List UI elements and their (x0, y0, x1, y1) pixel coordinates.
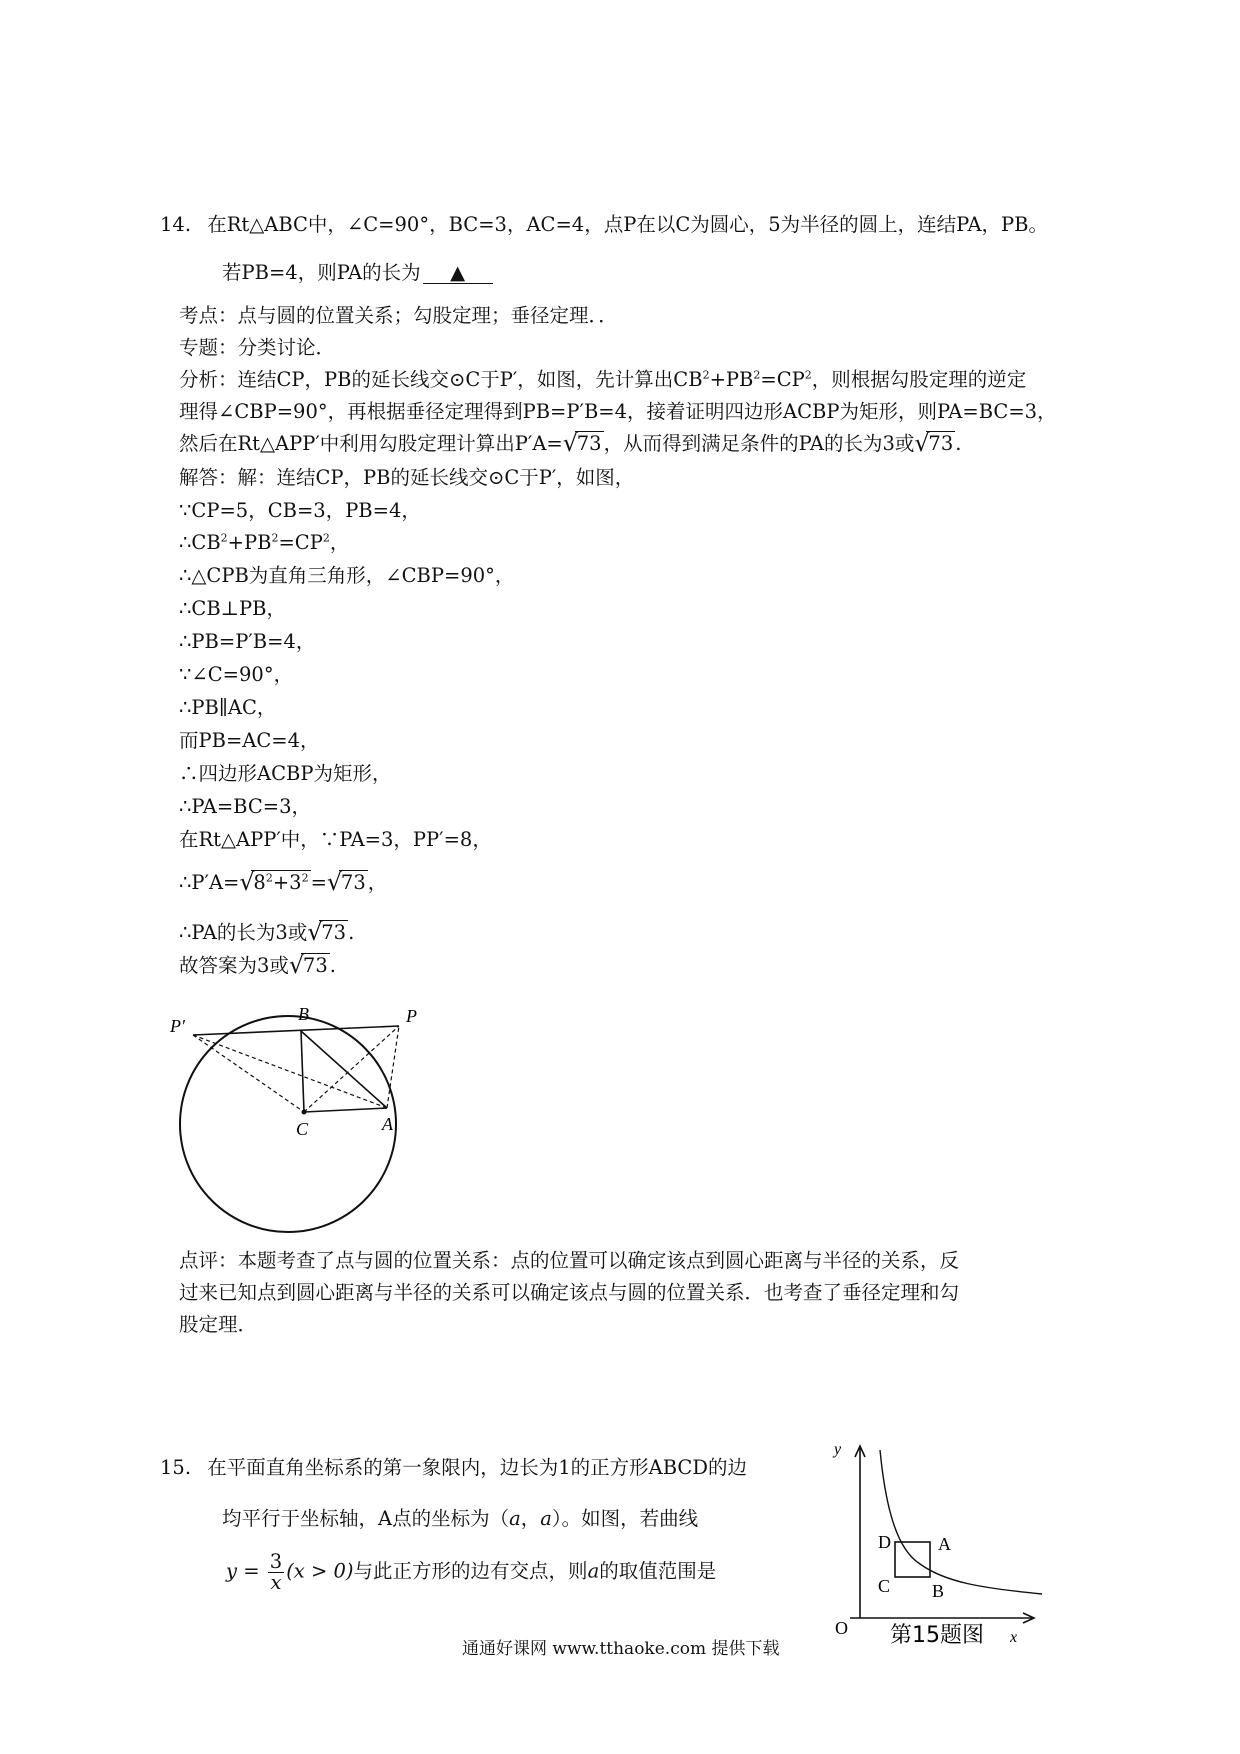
q15-line-2 (222, 1508, 698, 1529)
step-2 (179, 532, 349, 553)
hyperbola-curve (880, 1450, 1042, 1594)
step-8: 而PB=AC=4， (179, 729, 320, 752)
fraction-numerator: 3 (269, 1550, 283, 1573)
superscript: 2 (271, 531, 279, 545)
segment-pprime-a (193, 1035, 387, 1108)
chord-pp (193, 1026, 399, 1035)
step-6: ∵∠C=90°， (179, 663, 294, 686)
variable-a: a (587, 1559, 600, 1583)
q14-line-1 (160, 214, 1048, 235)
segment-ba (301, 1031, 387, 1108)
q15-text: ， (520, 1507, 541, 1530)
sqrt-expression: √ $8^2+3^2$ (239, 868, 309, 896)
equation-y: y = (226, 1559, 260, 1583)
segment-pprime-c (193, 1035, 304, 1112)
label-a: A (938, 1534, 951, 1554)
domain-condition: (x > 0) (286, 1559, 354, 1583)
q15-line-1 (160, 1457, 747, 1478)
superscript: 2 (265, 871, 273, 885)
superscript: 2 (301, 871, 309, 885)
radicand: 73 (321, 921, 347, 944)
q14-number: 14. (160, 213, 192, 236)
radicand: 8 (253, 871, 266, 894)
label-a: A (382, 1114, 393, 1134)
q15-text: ）。如图，若曲线 (551, 1507, 699, 1530)
step-5: ∴PB=P′B=4， (179, 630, 316, 653)
step-text: ， (329, 531, 350, 554)
label-b: B (298, 1004, 309, 1024)
step-text: ∴PA的长为3或 (179, 921, 308, 944)
step-1: ∵CP=5，CB=3，PB=4， (179, 499, 421, 522)
sqrt-expression: √ 73 (288, 951, 328, 979)
radicand: +3 (272, 871, 302, 894)
label-p: P (406, 1006, 417, 1026)
sqrt-expression: √ 73 (307, 918, 347, 946)
q14-stem-2: 若PB=4，则PA的长为 (222, 261, 421, 284)
fenxi-text: ，从而得到满足条件的PA的长为3或 (603, 432, 915, 455)
segment-ca (304, 1108, 387, 1112)
footer: 通通好课网 www.tthaoke.com 提供下载 (462, 1639, 780, 1659)
step-12 (179, 868, 388, 896)
superscript: 2 (804, 368, 812, 382)
variable-a: a (540, 1507, 552, 1530)
fenxi-text: 分析：连结CP，PB的延长线交⊙C于P′，如图，先计算出CB (179, 368, 703, 391)
sqrt-expression: √ 73 (326, 868, 366, 896)
label-p-prime: P′ (170, 1016, 185, 1036)
label-c: C (878, 1576, 891, 1596)
sqrt-expression: √ 73 (914, 429, 954, 457)
step-text: 故答案为3或 (179, 954, 289, 977)
point-c (302, 1110, 307, 1115)
step-text: ， (367, 871, 388, 894)
sqrt-expression: √ 73 (562, 429, 602, 457)
dianping-line-2: 过来已知点到圆心距离与半径的关系可以确定该点与圆的位置关系．也考查了垂径定理和勾 (179, 1281, 960, 1304)
label-x: x (1010, 1629, 1018, 1646)
superscript: 2 (702, 368, 710, 382)
superscript: 2 (322, 531, 330, 545)
fenxi-text: . (955, 432, 962, 455)
step-text: . (348, 921, 355, 944)
radicand: 73 (928, 432, 954, 455)
fenxi-line-2: 理得∠CBP=90°，再根据垂径定理得到PB=P′B=4，接着证明四边形ACBP为矩形，则PA=BC=3， (179, 400, 1057, 423)
fenxi-text: 然后在Rt△APP′中利用勾股定理计算出P′A= (179, 432, 563, 455)
label-y: y (834, 1441, 842, 1458)
q15-text: 与此正方形的边有交点，则 (353, 1559, 588, 1583)
square-abcd (895, 1542, 930, 1577)
q15-text: 均平行于坐标轴，A点的坐标为（ (222, 1507, 510, 1530)
step-text: = (310, 871, 327, 894)
variable-a: a (509, 1507, 521, 1530)
step-3: ∴△CPB为直角三角形，∠CBP=90°， (179, 564, 515, 587)
dianping-line-1: 点评：本题考查了点与圆的位置关系：点的位置可以确定该点到圆心距离与半径的关系，反 (179, 1249, 960, 1272)
figure-caption: 第15题图 (890, 1623, 984, 1648)
step-14 (179, 951, 336, 979)
segment-bc (301, 1031, 304, 1112)
q14-stem: 在Rt△ABC中，∠C=90°，BC=3，AC=4，点P在以C为圆心，5为半径的圆上，连结PA，PB。 (207, 213, 1049, 236)
q15-text: 的取值范围是 (599, 1559, 717, 1583)
step-9: ∴四边形ACBP为矩形， (179, 762, 392, 785)
step-4: ∴CB⊥PB， (179, 597, 286, 620)
q14-figure (170, 1000, 460, 1240)
step-10: ∴PA=BC=3， (179, 795, 312, 818)
fenxi-text: +PB (709, 368, 754, 391)
segment-cp (304, 1026, 399, 1112)
q15-figure (820, 1432, 1050, 1657)
radicand: 73 (576, 432, 602, 455)
step-13 (179, 918, 355, 946)
q15-stem: 在平面直角坐标系的第一象限内，边长为1的正方形ABCD的边 (207, 1456, 747, 1479)
superscript: 2 (220, 531, 228, 545)
kaodian: 考点：点与圆的位置关系；勾股定理；垂径定理．． (179, 304, 618, 327)
step-7: ∴PB∥AC， (179, 696, 277, 719)
fenxi-text: ，则根据勾股定理的逆定 (811, 368, 1027, 391)
fraction-denominator: x (270, 1570, 282, 1594)
step-11: 在Rt△APP′中，∵PA=3，PP′=8， (179, 828, 492, 851)
step-text: ∴CB (179, 531, 221, 554)
label-b: B (932, 1581, 945, 1601)
step-text: . (329, 954, 336, 977)
q15-line-3 (226, 1552, 716, 1592)
q14-line-2 (222, 262, 493, 284)
q15-number: 15. (160, 1456, 192, 1479)
label-d: D (878, 1532, 891, 1552)
fenxi-line-3 (179, 429, 962, 457)
label-origin: O (835, 1618, 848, 1638)
step-text: +PB (227, 531, 272, 554)
fenxi-text: =CP (760, 368, 805, 391)
jieda: 解答：解：连结CP，PB的延长线交⊙C于P′，如图， (179, 466, 635, 489)
radicand: 73 (340, 871, 366, 894)
superscript: 2 (753, 368, 761, 382)
answer-blank: ▲ (423, 262, 493, 284)
step-text: =CP (278, 531, 323, 554)
fraction (268, 1552, 284, 1592)
label-c: C (296, 1119, 309, 1139)
dianping-line-3: 股定理． (179, 1313, 258, 1336)
zhuanti: 专题：分类讨论． (179, 336, 336, 359)
step-text: ∴P′A= (179, 871, 240, 894)
fenxi-line-1 (179, 369, 1026, 390)
radicand: 73 (302, 954, 328, 977)
